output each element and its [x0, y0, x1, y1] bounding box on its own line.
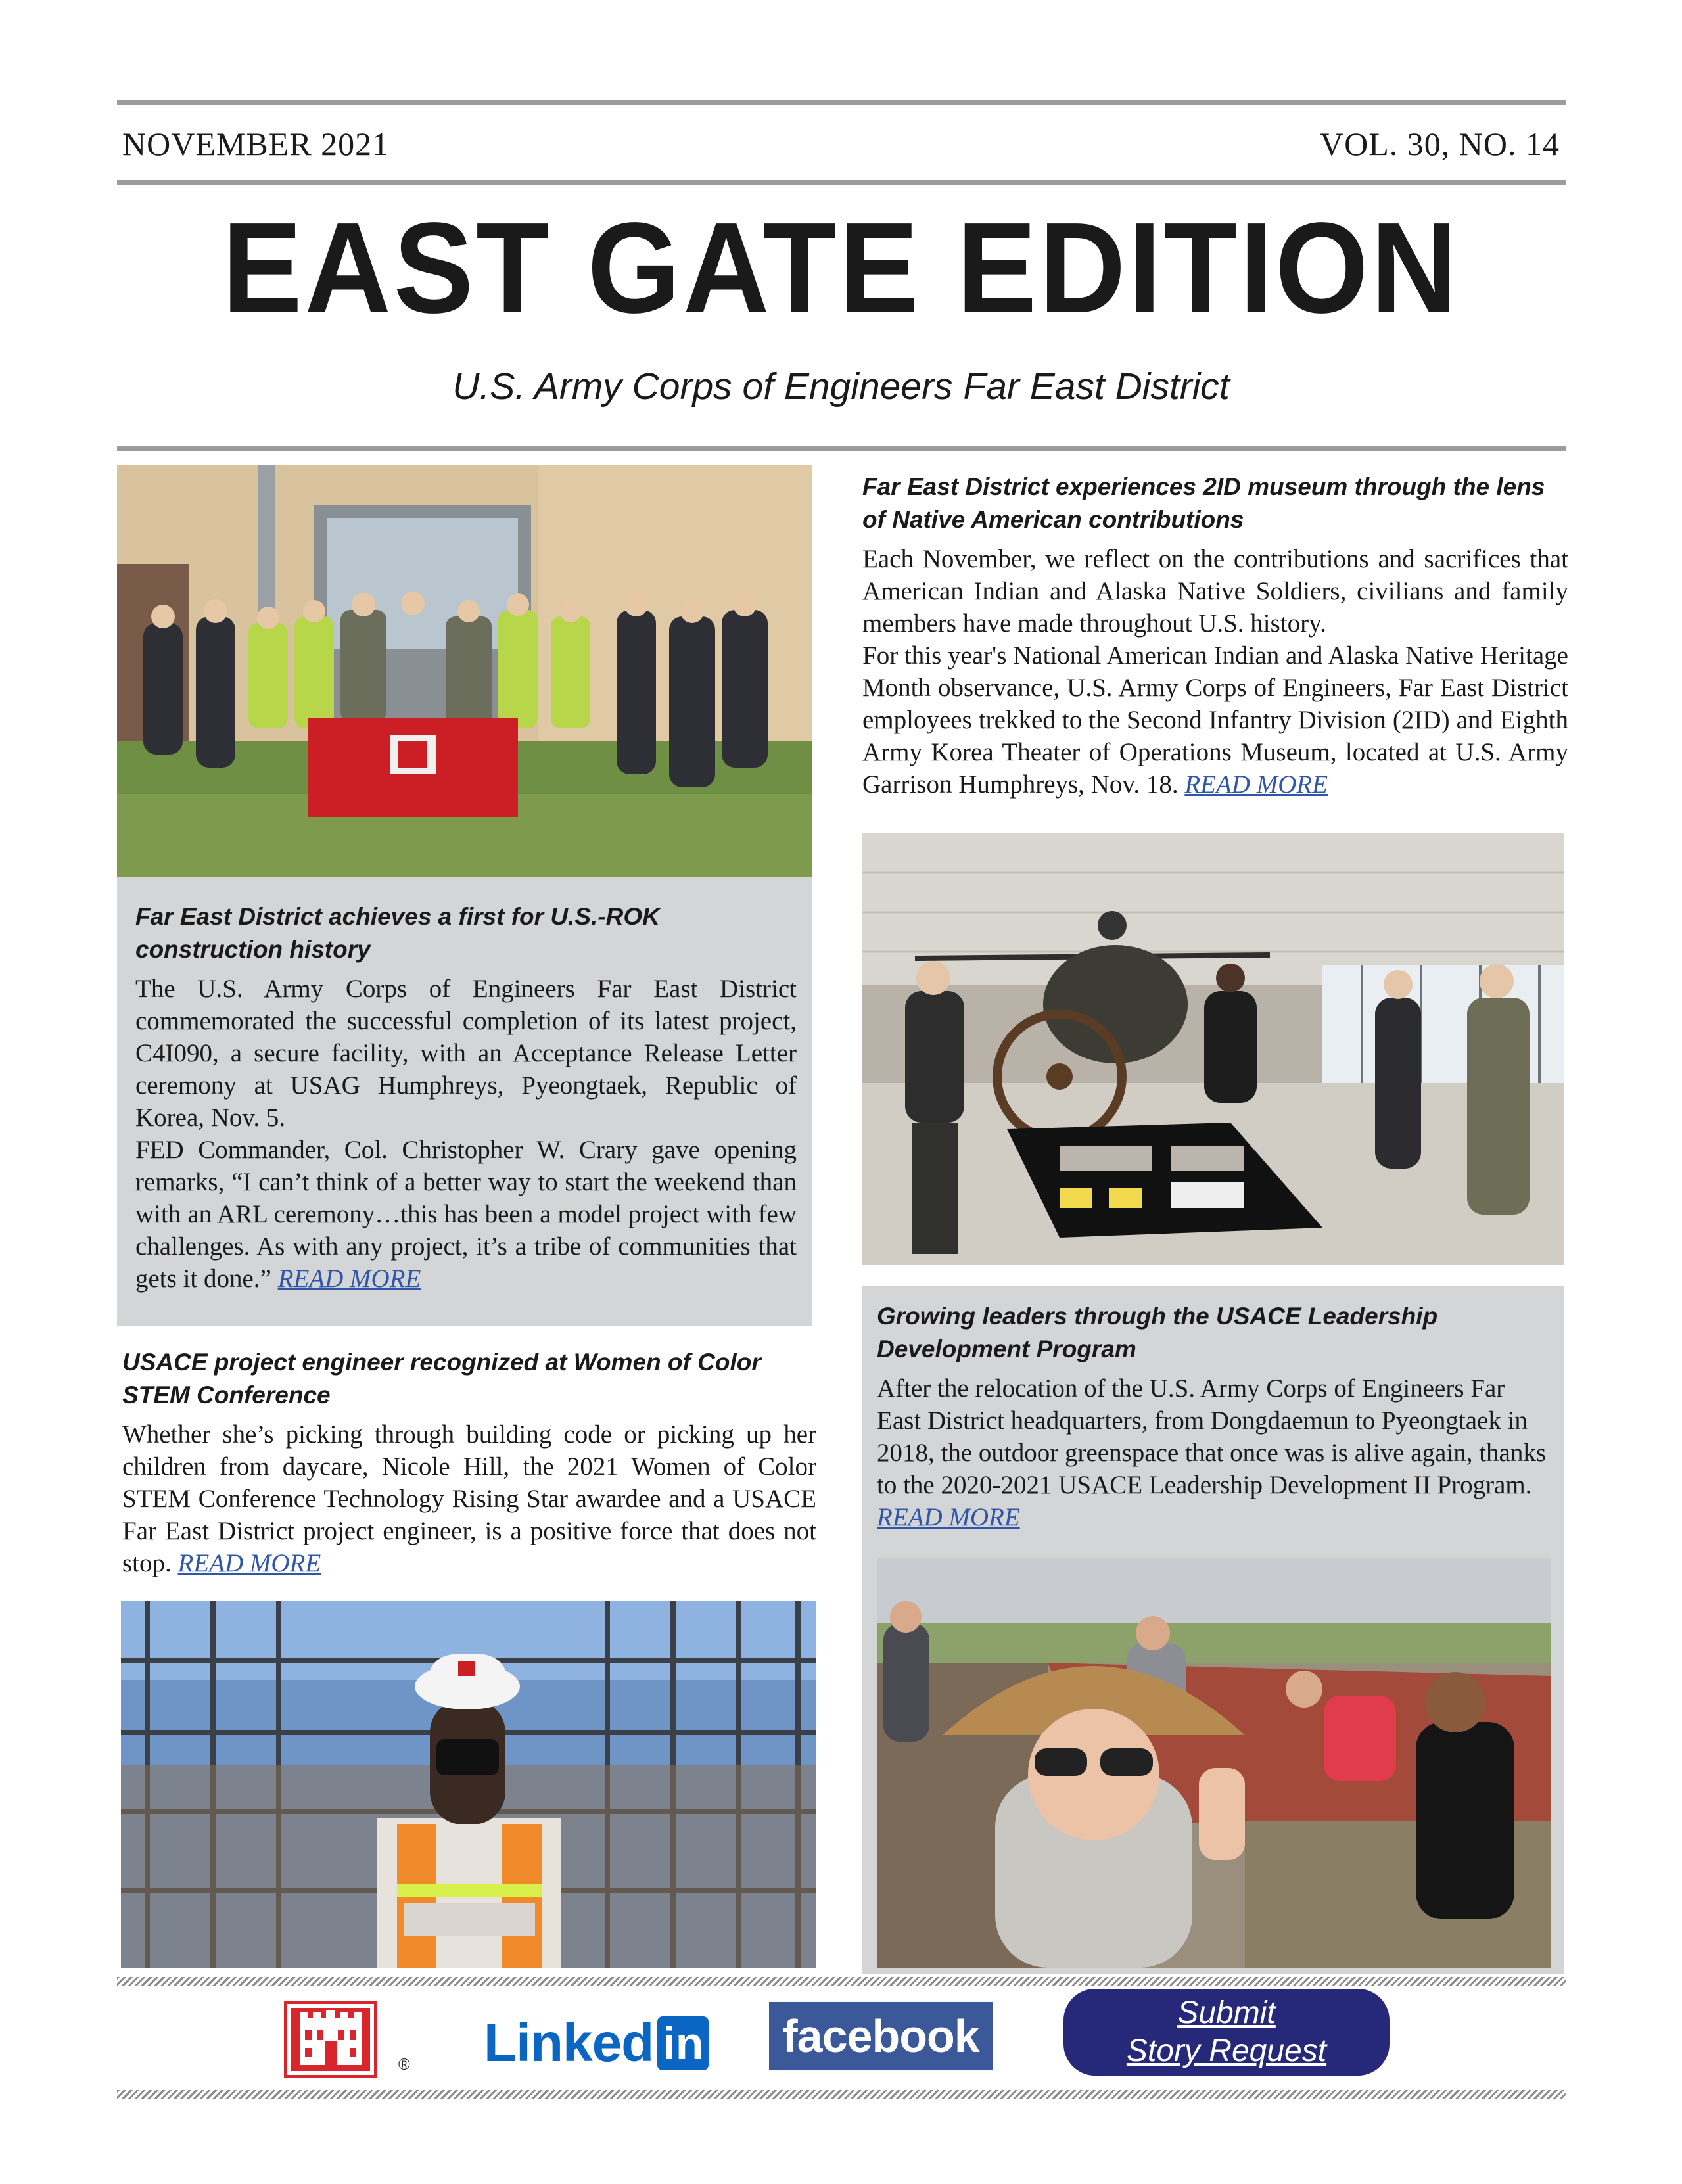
stem-body: [122, 1418, 816, 1579]
castle-icon: [284, 2001, 377, 2078]
rok-article-box: [117, 877, 812, 1326]
stem-read-more-link[interactable]: READ MORE: [177, 1549, 321, 1577]
linkedin-in-icon: in: [657, 2016, 709, 2070]
leadership-read-more-link[interactable]: READ MORE: [877, 1503, 1020, 1531]
rok-headline: Far East District achieves a first for U.S.-ROK construction history: [135, 903, 660, 963]
museum-paragraph-2: [862, 639, 1568, 801]
linkedin-logo[interactable]: [484, 2013, 709, 2074]
leadership-paragraph-1: [877, 1372, 1551, 1533]
masthead-subtitle: U.S. Army Corps of Engineers Far East District: [452, 365, 1230, 407]
date-rule: [117, 180, 1566, 185]
rok-article: [135, 900, 797, 1295]
museum-body: [862, 543, 1568, 801]
top-rule: [117, 100, 1566, 105]
leadership-paragraph-1-text: After the relocation of the U.S. Army Corps of Engineers Far East District headquarters, from Dongdaemun to Pyeongtaek in 2018, the outdoor greenspace that once was is alive again, thanks to the 2020-2021 USACE Leadership Development II Program.: [877, 1374, 1547, 1499]
leadership-body: [877, 1372, 1551, 1533]
footer-bottom-rule: [117, 2090, 1566, 2099]
leadership-article: [877, 1300, 1551, 1533]
leadership-headline: Growing leaders through the USACE Leadership Development Program: [877, 1303, 1438, 1362]
stem-paragraph-1-text: Whether she’s picking through building code or picking up her children from daycare, Nicole Hill, the 2021 Women of Color STEM Conference Technology Rising Star awardee and a USACE Far East District project engineer, is a positive force that does not stop.: [122, 1420, 816, 1577]
facebook-logo[interactable]: facebook: [769, 2002, 993, 2070]
rok-paragraph-1: The U.S. Army Corps of Engineers Far East District commemorated the successful completion of its latest project, C4I090, a secure facility, with an Acceptance Release Letter ceremony at USAG Humphreys, Pyeongtaek, Republic of Korea, Nov. 5.: [135, 975, 797, 1132]
museum-read-more-link[interactable]: READ MORE: [1184, 770, 1328, 799]
masthead-rule: [117, 446, 1566, 451]
rok-read-more-link[interactable]: READ MORE: [277, 1265, 421, 1293]
stem-article: [122, 1346, 816, 1579]
submit-line-2: Story Request: [1126, 2033, 1327, 2068]
rok-body: [135, 973, 797, 1295]
footer-top-rule: [117, 1977, 1566, 1986]
project-engineer-photo: [121, 1601, 816, 1968]
stem-headline: USACE project engineer recognized at Women of Color STEM Conference: [122, 1349, 761, 1408]
submit-story-request-button[interactable]: [1063, 1989, 1390, 2076]
issue-date: NOVEMBER 2021: [122, 126, 390, 162]
leadership-group-photo: [877, 1558, 1551, 1968]
museum-paragraph-2-text: For this year's National American Indian and Alaska Native Heritage Month observance, U.S. Army Corps of Engineers, Far East District employees trekked to the Second Infantry Division (2ID) and Eighth Army Korea Theater of Operations Museum, located at U.S. Army Garrison Humphreys, Nov. 18.: [862, 641, 1568, 799]
stem-paragraph-1: [122, 1418, 816, 1579]
registered-mark: ®: [398, 2056, 410, 2074]
linkedin-text: Linked: [484, 2013, 654, 2073]
museum-paragraph-1: Each November, we reflect on the contributions and sacrifices that American Indian and Alaska Native Soldiers, civilians and family members have made throughout U.S. history.: [862, 545, 1568, 638]
museum-headline: Far East District experiences 2ID museum through the lens of Native American contributions: [862, 473, 1545, 533]
museum-photo: [862, 833, 1564, 1265]
rok-paragraph-2: [135, 1134, 797, 1295]
usace-castle-logo[interactable]: [284, 2001, 377, 2078]
rok-paragraph-2-text: FED Commander, Col. Christopher W. Crary gave opening remarks, “I can’t think of a better way to start the weekend than with an ARL ceremony…this has been a model project with few challenges. As with any project, it’s a tribe of communities that gets it done.”: [135, 1136, 797, 1293]
masthead-title: EAST GATE EDITION: [222, 196, 1460, 340]
museum-article: [862, 471, 1568, 801]
issue-volume: VOL. 30, NO. 14: [1320, 126, 1560, 162]
ceremony-group-photo: [117, 465, 812, 877]
submit-line-1: Submit: [1177, 1995, 1276, 2030]
